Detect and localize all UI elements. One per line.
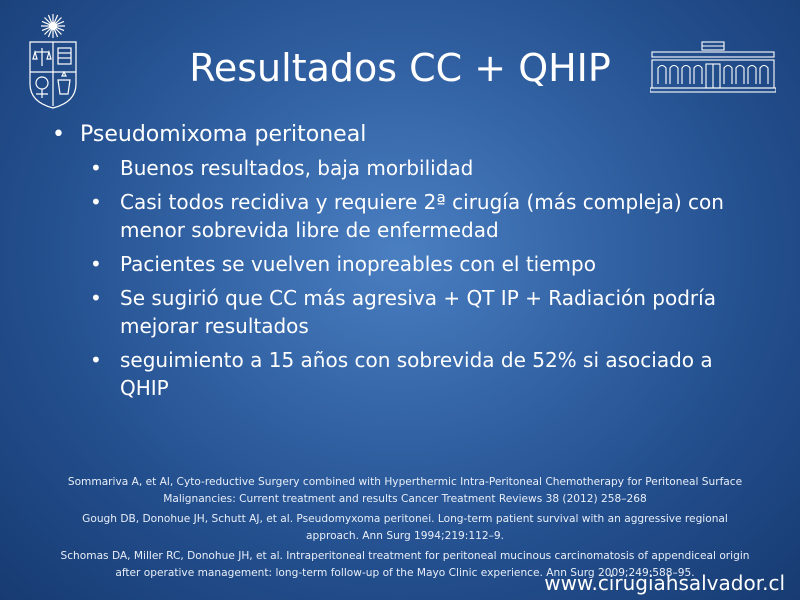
slide-title: Resultados CC + QHIP [189,46,611,90]
sub-bullet-item: • Se sugirió que CC más agresiva + QT IP + Radiación podría mejorar resultados [120,284,730,340]
sub-bullet-item: • Casi todos recidiva y requiere 2ª cirugía (más compleja) con menor sobrevida libre de enfermedad [120,188,730,244]
bullet-item [80,120,800,402]
references [60,474,750,585]
reference-item: Gough DB, Donohue JH, Schutt AJ, et al. Pseudomyxoma peritonei. Long-term patient survival with an aggressive regional approach. Ann Surg 1994;219:112–9. [82,513,728,542]
bullet-text: Pseudomixoma peritoneal [80,122,367,147]
footer-url: www.cirugiahsalvador.cl [544,571,785,595]
sub-bullet-item: • seguimiento a 15 años con sobrevida de 52% si asociado a QHIP [120,346,730,402]
bullet-list [0,120,800,408]
reference-item: Sommariva A, et Al, Cyto-reductive Surgery combined with Hyperthermic Intra-Peritoneal Chemotherapy for Peritoneal Surface Malignancies: Current treatment and results Cancer Treatment Reviews 38 (2012) 258–268 [67,476,743,505]
sub-bullet-item: • Pacientes se vuelven inopreables con el tiempo [120,250,730,278]
sub-bullet-item: • Buenos resultados, baja morbilidad [120,154,730,182]
reference-item: Schomas DA, Miller RC, Donohue JH, et al. Intraperitoneal treatment for peritoneal mucinous carcinomatosis of appendiceal origin after operative management: long-term follow-up of the Mayo Clinic experience. Ann Surg 2009;249:588–95. [60,550,750,579]
sub-bullet-list [80,154,800,402]
